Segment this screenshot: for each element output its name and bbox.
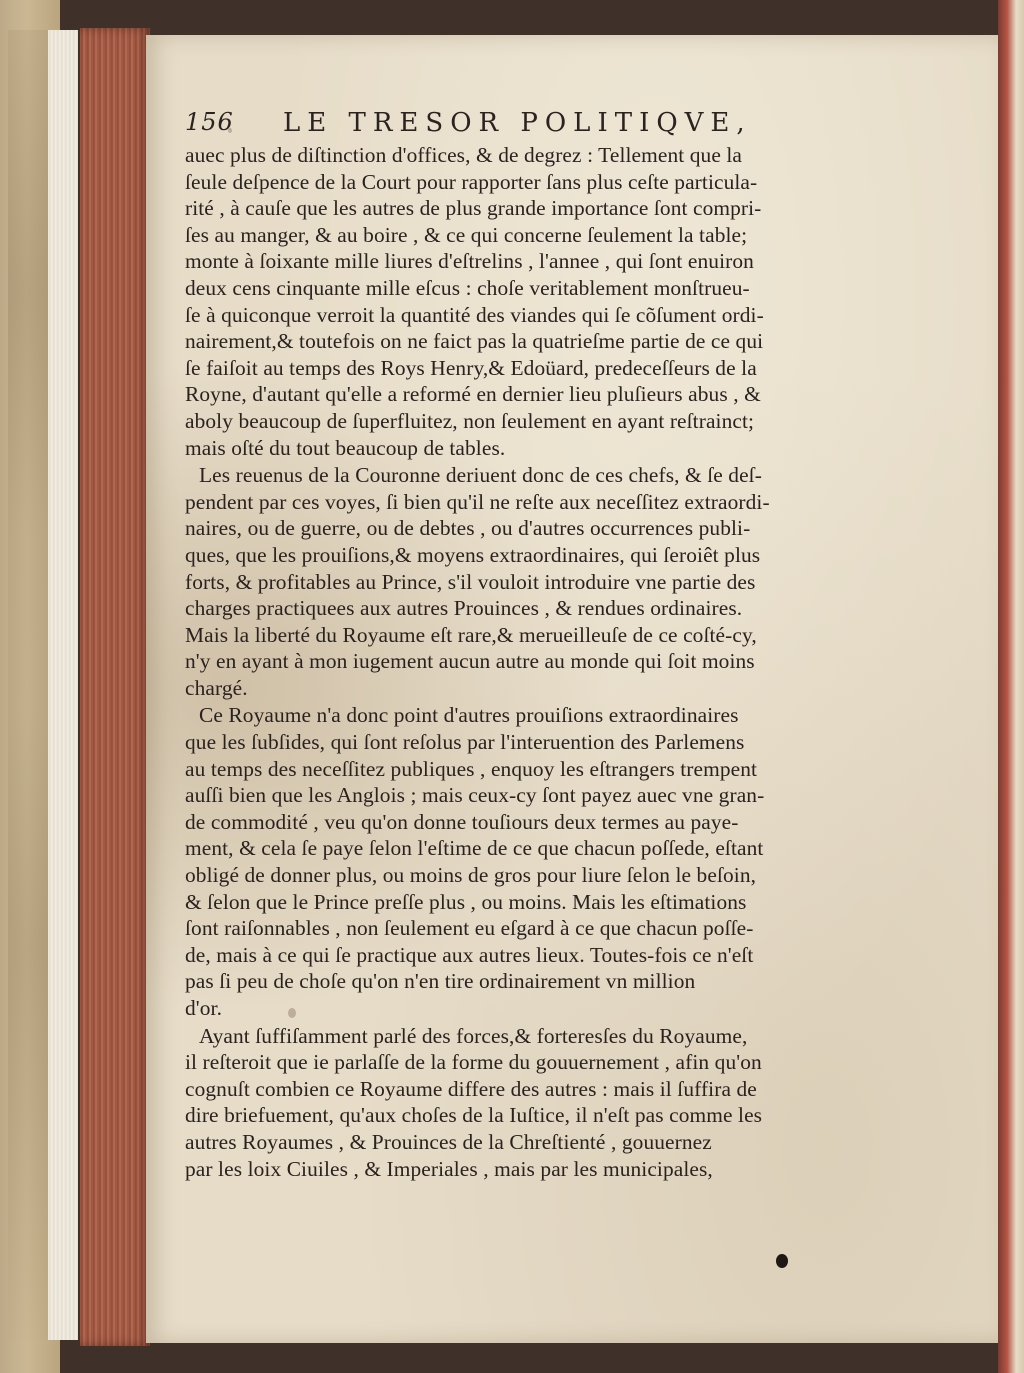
- body-text: [185, 142, 975, 1182]
- ink-blot: [776, 1254, 788, 1268]
- text-line: rité , à cauſe que les autres de plus grande importance ſont compri-: [185, 196, 762, 221]
- text-line: ſont raiſonnables , non ſeulement eu eſgard à ce que chacun poſſe-: [185, 916, 754, 941]
- text-line: & ſelon que le Prince preſſe plus , ou moins. Mais les eſtimations: [185, 889, 747, 914]
- text-line: nairement,& toutefois on ne faict pas la quatrieſme partie de ce qui: [185, 329, 764, 354]
- text-line: ment, & cela ſe paye ſelon l'eſtime de ce que chacun poſſede, eſtant: [185, 836, 764, 861]
- text-line: Ce Royaume n'a donc point d'autres prouiſions extraordinaires: [199, 703, 739, 728]
- text-line: de, mais à ce qui ſe practique aux autres lieux. Toutes-fois ce n'eſt: [185, 942, 754, 967]
- text-line: obligé de donner plus, ou moins de gros pour liure ſelon le beſoin,: [185, 863, 757, 888]
- text-line: auſſi bien que les Anglois ; mais ceux-cy ſont payez auec vne gran-: [185, 783, 765, 808]
- text-line: cognuſt combien ce Royaume differe des autres : mais il ſuffira de: [185, 1076, 757, 1101]
- text-line: ſeule deſpence de la Court pour rapporter ſans plus ceſte particula-: [185, 169, 758, 194]
- paragraph: [185, 462, 975, 701]
- text-line: naires, ou de guerre, ou de debtes , ou d'autres occurrences publi-: [185, 516, 751, 541]
- text-line: de commodité , veu qu'on donne touſiours deux termes au paye-: [185, 809, 739, 834]
- text-line: d'or.: [185, 996, 223, 1020]
- text-line: autres Royaumes , & Prouinces de la Chreſtienté , gouuernez: [185, 1129, 712, 1154]
- text-line: ques, que les prouiſions,& moyens extraordinaires, qui ſeroiêt plus: [185, 542, 761, 567]
- text-line: ſes au manger, & au boire , & ce qui concerne ſeulement la table;: [185, 222, 748, 247]
- page-block-edges: [48, 30, 78, 1340]
- text-line: auec plus de diſtinction d'offices, & de degrez : Tellement que la: [185, 143, 743, 167]
- text-line: pendent par ces voyes, ſi bien qu'il ne reſte aux neceſſitez extraordi-: [185, 489, 770, 514]
- red-fore-edge: [80, 28, 150, 1346]
- facing-page-edge: [998, 0, 1024, 1373]
- text-line: aboly beaucoup de ſuperfluitez, non ſeulement en ayant reſtrainct;: [185, 408, 755, 433]
- text-line: deux cens cinquante mille eſcus : choſe veritablement monſtrueu-: [185, 275, 750, 300]
- text-line: ſe faiſoit au temps des Roys Henry,& Edoüard, predeceſſeurs de la: [185, 355, 757, 380]
- text-line: pas ſi peu de choſe qu'on n'en tire ordinairement vn million: [185, 969, 696, 994]
- paragraph: [185, 1023, 975, 1183]
- text-line: par les loix Ciuiles , & Imperiales , mais par les municipales,: [185, 1156, 713, 1181]
- text-line: forts, & profitables au Prince, s'il vouloit introduire vne partie des: [185, 569, 756, 594]
- paragraph: [185, 702, 975, 1021]
- text-line: monte à ſoixante mille liures d'eſtrelins , l'annee , qui ſont enuiron: [185, 249, 754, 274]
- text-line: que les ſubſides, qui ſont reſolus par l'interuention des Parlemens: [185, 730, 745, 755]
- text-line: ſe à quiconque verroit la quantité des viandes qui ſe cõſument ordi-: [185, 302, 764, 327]
- text-line: il reſteroit que ie parlaſſe de la forme du gouuernement , afin qu'on: [185, 1050, 762, 1075]
- text-line: dire briefuement, qu'aux choſes de la Iuſtice, il n'eſt pas comme les: [185, 1103, 763, 1128]
- text-line: chargé.: [185, 675, 248, 700]
- running-head: [185, 108, 905, 142]
- text-line: charges practiquees aux autres Prouinces , & rendues ordinaires.: [185, 596, 743, 621]
- running-title: LE TRESOR POLITIQVE,: [283, 108, 752, 138]
- text-line: Mais la liberté du Royaume eſt rare,& merueilleuſe de ce coſté-cy,: [185, 622, 757, 647]
- text-line: au temps des neceſſitez publiques , enquoy les eſtrangers trempent: [185, 756, 758, 781]
- paragraph: [185, 142, 975, 461]
- text-line: Ayant ſuffiſamment parlé des forces,& forteresſes du Royaume,: [199, 1023, 748, 1048]
- text-line: n'y en ayant à mon iugement aucun autre au monde qui ſoit moins: [185, 649, 755, 674]
- text-line: mais oſté du tout beaucoup de tables.: [185, 435, 506, 460]
- text-line: Royne, d'autant qu'elle a reformé en dernier lieu pluſieurs abus , &: [185, 382, 761, 407]
- page-number: 156: [185, 108, 234, 136]
- text-line: Les reuenus de la Couronne deriuent donc de ces chefs, & ſe deſ-: [199, 463, 762, 488]
